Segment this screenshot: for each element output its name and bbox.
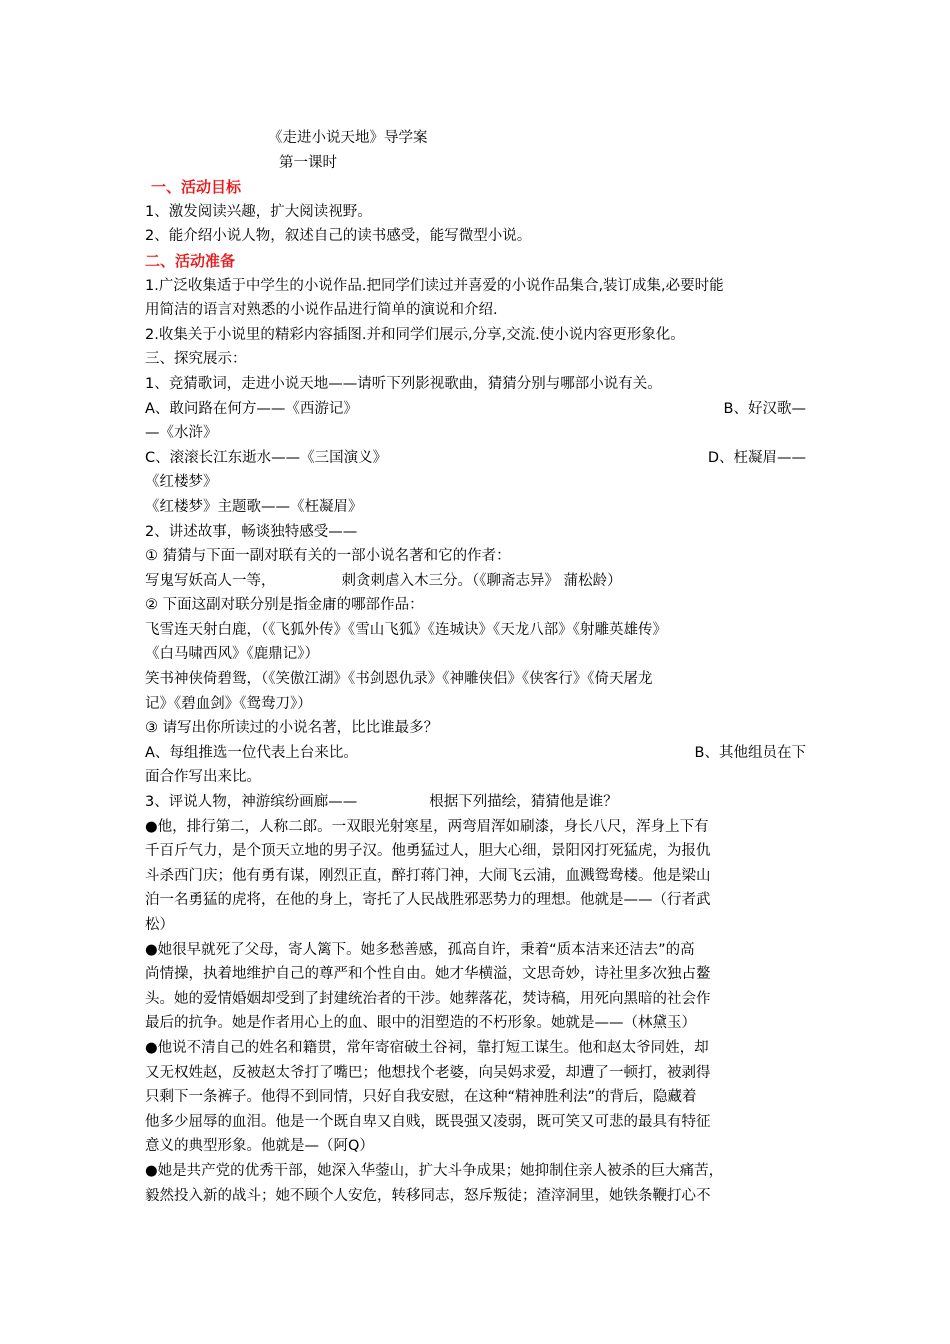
paragraph-line: 最后的抗争。她是作者用心上的血、眼中的泪塑造的不朽形象。她就是——（林黛玉） <box>145 1015 696 1032</box>
paragraph-line: ●她很早就死了父母，寄人篱下。她多愁善感，孤高自许，秉着“质本洁来还洁去”的高 <box>145 941 695 958</box>
paragraph-line: 泊一名勇猛的虎将，在他的身上，寄托了人民战胜邪恶势力的理想。他就是——（行者武 <box>145 892 711 909</box>
question-2-3-option-b: B、其他组员在下 <box>694 744 806 761</box>
paragraph-line: 尚情操，执着地维护自己的尊严和个性自由。她才华横溢，文思奇妙，诗社里多次独占鳌 <box>145 966 711 983</box>
paragraph-line: ●她是共产党的优秀干部，她深入华蓥山，扩大斗争成果；她抑制住亲人被杀的巨大痛苦， <box>145 1162 724 1179</box>
preparation-line: 用简洁的语言对熟悉的小说作品进行简单的演说和介绍. <box>145 302 498 319</box>
question-2-1: ① 猜猜与下面一副对联有关的一部小说名著和它的作者： <box>145 548 511 565</box>
question-2-2-line: 记》《碧血剑》《鸳鸯刀》） <box>145 695 312 712</box>
question-1: 1、竞猜歌词，走进小说天地——请听下列影视歌曲，猜猜分别与哪部小说有关。 <box>145 375 662 392</box>
section-heading-goals: 一、活动目标 <box>151 178 242 197</box>
question-1-option-d-cont: 《红楼梦》 <box>145 474 218 491</box>
question-2-2-line: 《白马啸西风》《鹿鼎记》） <box>145 646 319 663</box>
question-2-3: ③ 请写出你所读过的小说名著，比比谁最多？ <box>145 720 439 737</box>
question-3-right: 根据下列描绘，猜猜他是谁？ <box>429 794 618 811</box>
preparation-line: 1.广泛收集适于中学生的小说作品.把同学们读过并喜爱的小说作品集合,装订成集,必要时能 <box>145 277 724 294</box>
question-2-3-option-b-cont: 面合作写出来比。 <box>145 769 261 786</box>
preparation-line: 2.收集关于小说里的精彩内容插图.并和同学们展示,分享,交流.使小说内容更形象化。 <box>145 326 685 343</box>
paragraph-line: 只剩下一条裤子。他得不到同情，只好自我安慰，在这种“精神胜利法”的背后，隐藏着 <box>145 1089 697 1106</box>
paragraph-line: 千百斤气力，是个顶天立地的男子汉。他勇猛过人，胆大心细，景阳冈打死猛虎，为报仇 <box>145 843 711 860</box>
question-2: 2、讲述故事，畅谈独特感受—— <box>145 523 358 540</box>
paragraph-line: 斗杀西门庆；他有勇有谋，刚烈正直，醉打蒋门神，大闹飞云浦，血溅鸳鸯楼。他是梁山 <box>145 867 711 884</box>
couplet-left: 写鬼写妖高人一等， <box>145 572 276 589</box>
question-1-option-e: 《红楼梦》主题歌——《枉凝眉》 <box>145 498 363 515</box>
paragraph-line: ●他说不清自己的姓名和籍贯，常年寄宿破土谷祠，靠打短工谋生。他和赵太爷同姓，却 <box>145 1039 709 1056</box>
paragraph-line: 毅然投入新的战斗；她不顾个人安危，转移同志，怒斥叛徒；渣滓洞里，她铁条鞭打心不 <box>145 1187 711 1204</box>
question-2-2: ② 下面这副对联分别是指金庸的哪部作品： <box>145 597 424 614</box>
question-2-1-couplet <box>145 569 810 594</box>
paragraph-line: 意义的典型形象。他就是—（阿Q） <box>145 1138 374 1155</box>
couplet-right: 刺贪刺虐入木三分。（《聊斋志异》 蒲松龄） <box>341 572 622 589</box>
question-1-option-c: C、滚滚长江东逝水——《三国演义》 <box>145 449 388 466</box>
question-1-row-ab <box>145 397 810 422</box>
question-3 <box>145 790 810 815</box>
paragraph-line: 又无权姓赵，反被赵太爷打了嘴巴；他想找个老婆，向吴妈求爱，却遭了一顿打，被剥得 <box>145 1064 711 1081</box>
paragraph-line: ●他，排行第二，人称二郎。一双眼光射寒星，两弯眉浑如刷漆，身长八尺，浑身上下有 <box>145 818 709 835</box>
question-1-option-a: A、敢问路在何方——《西游记》 <box>145 400 358 417</box>
section-heading-explore: 三、探究展示： <box>145 351 247 368</box>
document-body <box>145 126 810 1208</box>
goal-item: 1、激发阅读兴趣，扩大阅读视野。 <box>145 203 372 220</box>
question-2-2-line: 笑书神侠倚碧鸳，（《笑傲江湖》《书剑恩仇录》《神雕侠侣》《侠客行》《倚天屠龙 <box>145 671 653 688</box>
question-2-3-option-a: A、每组推选一位代表上台来比。 <box>145 744 358 761</box>
paragraph-line: 他多少屈辱的血泪。他是一个既自卑又自贱，既畏强又凌弱，既可笑又可悲的最具有特征 <box>145 1113 711 1130</box>
question-1-option-b-cont: —《水浒》 <box>145 425 218 442</box>
question-3-left: 3、评说人物，神游缤纷画廊—— <box>145 794 358 811</box>
question-1-row-cd <box>145 446 810 471</box>
paragraph-line: 头。她的爱情婚姻却受到了封建统治者的干涉。她葬落花，焚诗稿，用死向黑暗的社会作 <box>145 990 711 1007</box>
question-2-2-line: 飞雪连天射白鹿，（《飞狐外传》《雪山飞狐》《连城诀》《天龙八部》《射雕英雄传》 <box>145 621 667 638</box>
document-title: 《走进小说天地》导学案 <box>268 130 428 146</box>
section-heading-preparation: 二、活动准备 <box>145 251 236 270</box>
question-1-option-d: D、枉凝眉—— <box>707 449 806 466</box>
goal-item: 2、能介绍小说人物，叙述自己的读书感受，能写微型小说。 <box>145 228 532 245</box>
document-subtitle: 第一课时 <box>279 154 337 171</box>
question-2-3-row <box>145 741 810 766</box>
question-1-option-b: B、好汉歌— <box>723 400 806 417</box>
paragraph-line: 松） <box>145 917 174 933</box>
